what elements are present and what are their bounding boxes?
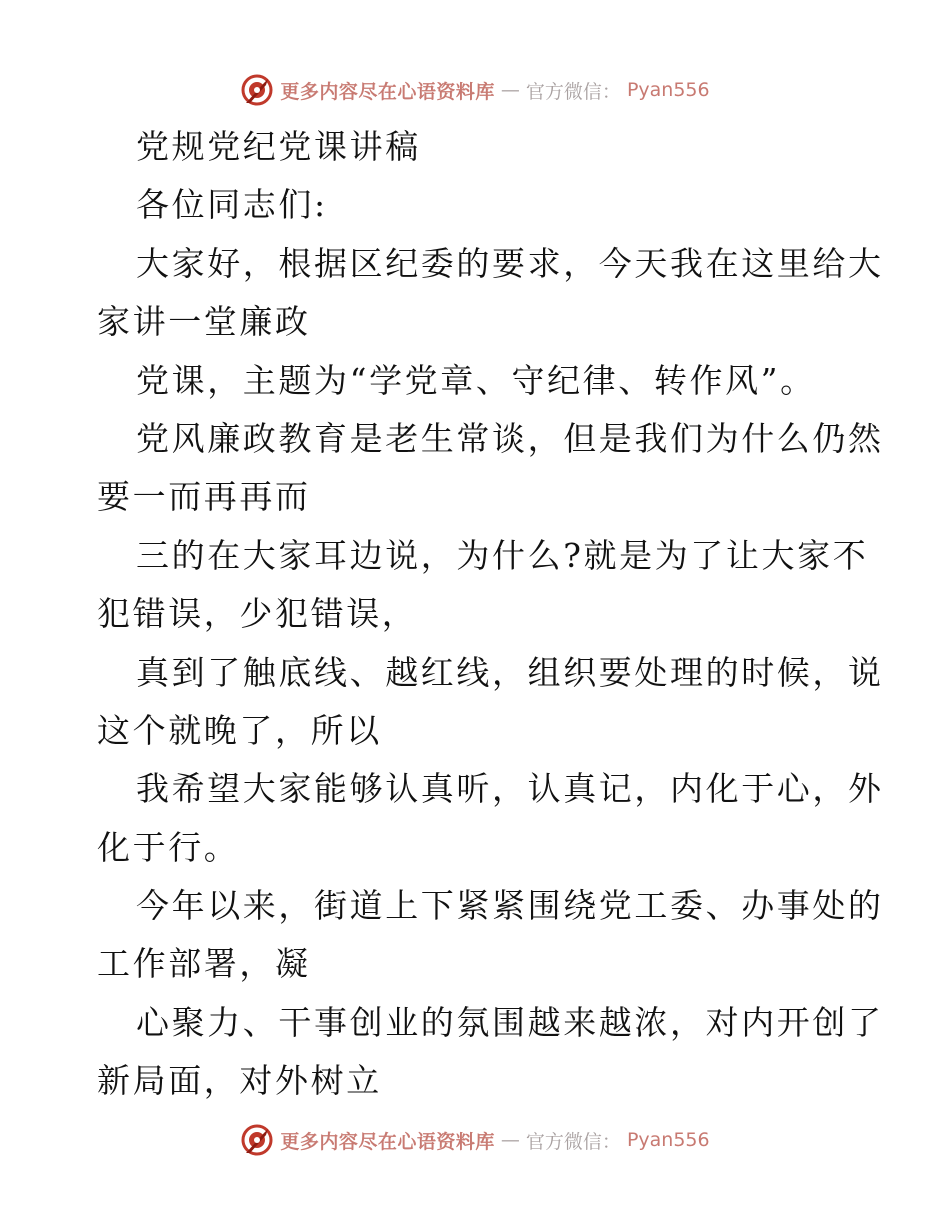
banner-site-text: 更多内容尽在心语资料库 — [280, 1130, 495, 1153]
banner-dash: — — [500, 1129, 520, 1151]
paragraph-line: 这个就晚了，所以 — [97, 710, 382, 750]
paragraph-line: 真到了触底线、越红线，组织要处理的时候，说 — [136, 652, 884, 692]
banner-dash: — — [500, 79, 520, 101]
banner-wechat-label: 官方微信： — [525, 1130, 621, 1153]
paragraph-line: 我希望大家能够认真听，认真记，内化于心，外 — [136, 769, 884, 809]
paragraph-line: 家讲一堂廉政 — [97, 302, 311, 342]
footer-banner-inner — [240, 1123, 709, 1157]
paragraph-line: 心聚力、干事创业的氛围越来越浓，对内开创了 — [136, 1002, 884, 1042]
banner-wechat-label: 官方微信： — [525, 80, 621, 103]
header-banner — [0, 70, 950, 110]
paragraph-line: 化于行。 — [97, 827, 240, 867]
paragraph-line: 党风廉政教育是老生常谈，但是我们为什么仍然 — [136, 418, 884, 458]
paragraph-line: 三的在大家耳边说，为什么?就是为了让大家不 — [136, 535, 869, 575]
paragraph-line: 大家好，根据区纪委的要求，今天我在这里给大 — [136, 243, 884, 283]
document-body — [97, 118, 884, 1111]
paragraph-line: 党课，主题为“学党章、守纪律、转作风”。 — [136, 360, 816, 400]
header-banner-inner — [240, 73, 709, 107]
paragraph-line: 今年以来，街道上下紧紧围绕党工委、办事处的 — [136, 886, 884, 926]
banner-site-text: 更多内容尽在心语资料库 — [280, 80, 495, 103]
document-title: 党规党纪党课讲稿 — [136, 127, 421, 166]
footer-banner — [0, 1120, 950, 1160]
quill-seal-icon — [240, 1123, 274, 1157]
salutation: 各位同志们: — [136, 185, 328, 225]
quill-seal-icon — [240, 73, 274, 107]
banner-wechat-id: Pyan556 — [626, 79, 710, 101]
paragraph-line: 新局面，对外树立 — [97, 1061, 382, 1101]
paragraph-line: 要一而再再而 — [97, 477, 311, 517]
banner-wechat-id: Pyan556 — [626, 1129, 710, 1151]
paragraph-line: 犯错误，少犯错误， — [97, 594, 418, 634]
paragraph-line: 工作部署，凝 — [97, 944, 311, 984]
